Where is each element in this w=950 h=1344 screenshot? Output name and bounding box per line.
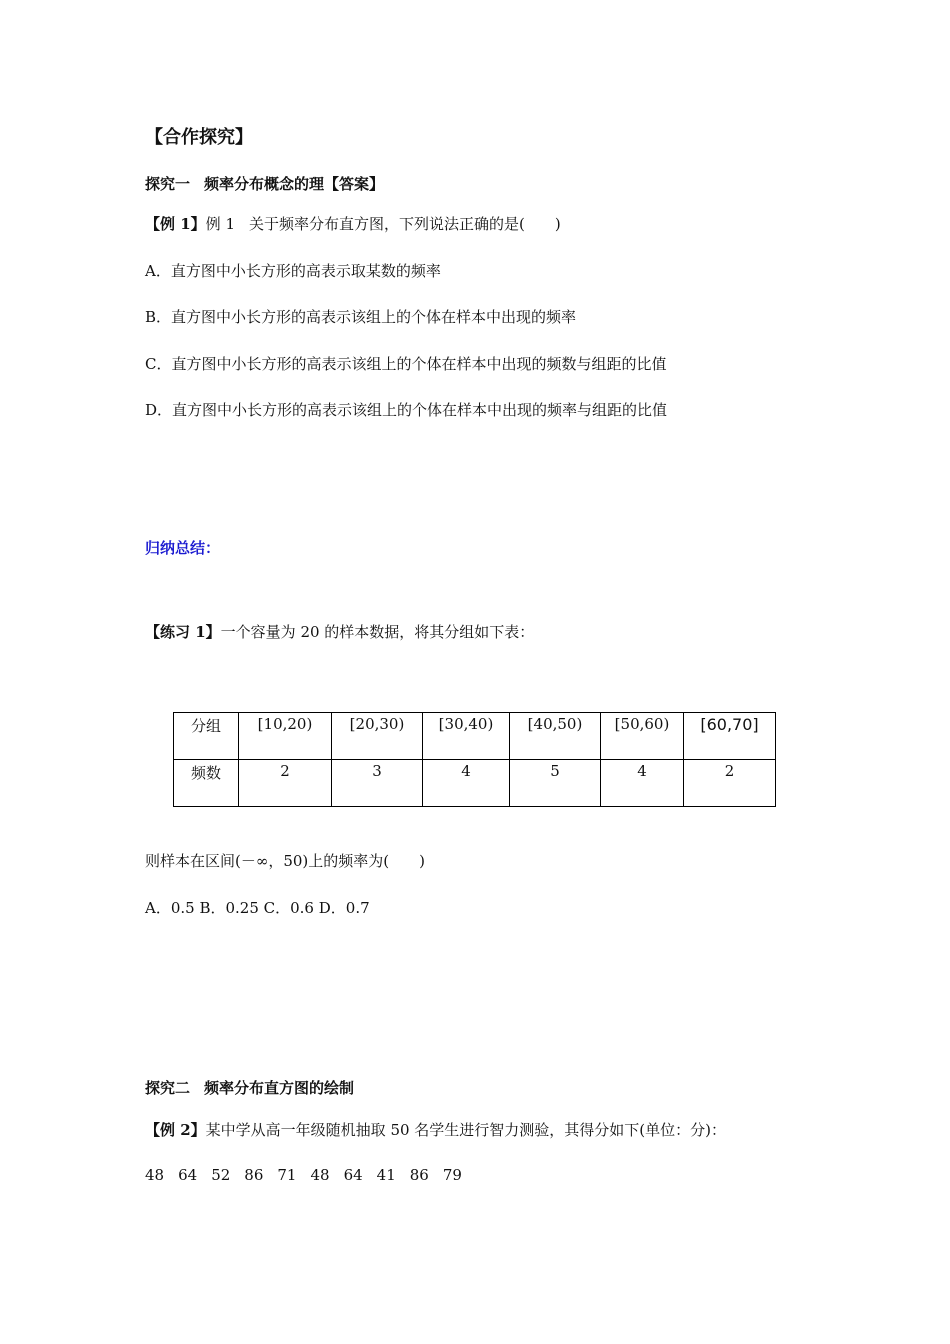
example1-option-d: D．直方图中小长方形的高表示该组上的个体在样本中出现的频率与组距的比值 xyxy=(145,401,668,419)
example1-option-a: A．直方图中小长方形的高表示取某数的频率 xyxy=(145,262,441,280)
inquiry1-label: 探究一 xyxy=(145,175,191,193)
table-cell: 4 xyxy=(423,760,510,807)
table-cell: 2 xyxy=(684,760,776,807)
summary-label: 归纳总结： xyxy=(145,539,221,557)
score-value: 48 xyxy=(310,1166,330,1184)
inquiry2-heading xyxy=(145,1078,354,1098)
example1-option-c: C．直方图中小长方形的高表示该组上的个体在样本中出现的频数与组距的比值 xyxy=(145,355,667,373)
table-cell: 2 xyxy=(239,760,332,807)
example2-tag: 【例 2】 xyxy=(145,1121,206,1139)
example2-line xyxy=(145,1120,726,1140)
table-cell: 分组 xyxy=(174,713,239,760)
table-cell: 4 xyxy=(601,760,684,807)
score-value: 52 xyxy=(211,1166,231,1184)
score-value: 64 xyxy=(178,1166,198,1184)
table-cell: [30,40) xyxy=(423,713,510,760)
inquiry2-title: 频率分布直方图的绘制 xyxy=(204,1079,355,1097)
inquiry1-heading xyxy=(145,174,384,194)
table-cell: [10,20) xyxy=(239,713,332,760)
example1-question-line xyxy=(145,214,561,234)
table-cell: [20,30) xyxy=(332,713,423,760)
section-title: 【合作探究】 xyxy=(145,127,253,148)
inquiry2-label: 探究二 xyxy=(145,1079,191,1097)
table-cell: [40,50) xyxy=(510,713,601,760)
score-value: 79 xyxy=(442,1166,462,1184)
score-value: 71 xyxy=(277,1166,297,1184)
table-cell: [60,70] xyxy=(684,713,776,760)
table-cell: [50,60) xyxy=(601,713,684,760)
score-value: 86 xyxy=(409,1166,429,1184)
practice1-question: 则样本在区间(－∞，50)上的频率为( ) xyxy=(145,852,425,870)
table-row-groups xyxy=(174,713,776,760)
frequency-table xyxy=(173,712,776,807)
example1-question: 关于频率分布直方图，下列说法正确的是( ) xyxy=(248,215,561,233)
table-cell: 频数 xyxy=(174,760,239,807)
score-value: 86 xyxy=(244,1166,264,1184)
example1-lead: 例 1 xyxy=(205,215,235,233)
example1-tag: 【例 1】 xyxy=(145,215,206,233)
practice1-options: A．0.5 B．0.25 C．0.6 D．0.7 xyxy=(145,899,370,917)
table-cell: 5 xyxy=(510,760,601,807)
score-value: 41 xyxy=(376,1166,396,1184)
score-value: 64 xyxy=(343,1166,363,1184)
example2-scores xyxy=(145,1165,476,1185)
example2-text: 某中学从高一年级随机抽取 50 名学生进行智力测验，其得分如下(单位：分)： xyxy=(205,1121,727,1139)
practice1-line xyxy=(145,622,534,642)
table-cell: 3 xyxy=(332,760,423,807)
practice1-text: 一个容量为 20 的样本数据，将其分组如下表： xyxy=(220,623,535,641)
practice1-tag: 【练习 1】 xyxy=(145,623,221,641)
example1-option-b: B．直方图中小长方形的高表示该组上的个体在样本中出现的频率 xyxy=(145,308,577,326)
inquiry1-title: 频率分布概念的理【答案】 xyxy=(204,175,385,193)
score-value: 48 xyxy=(145,1166,165,1184)
table-row-counts xyxy=(174,760,776,807)
